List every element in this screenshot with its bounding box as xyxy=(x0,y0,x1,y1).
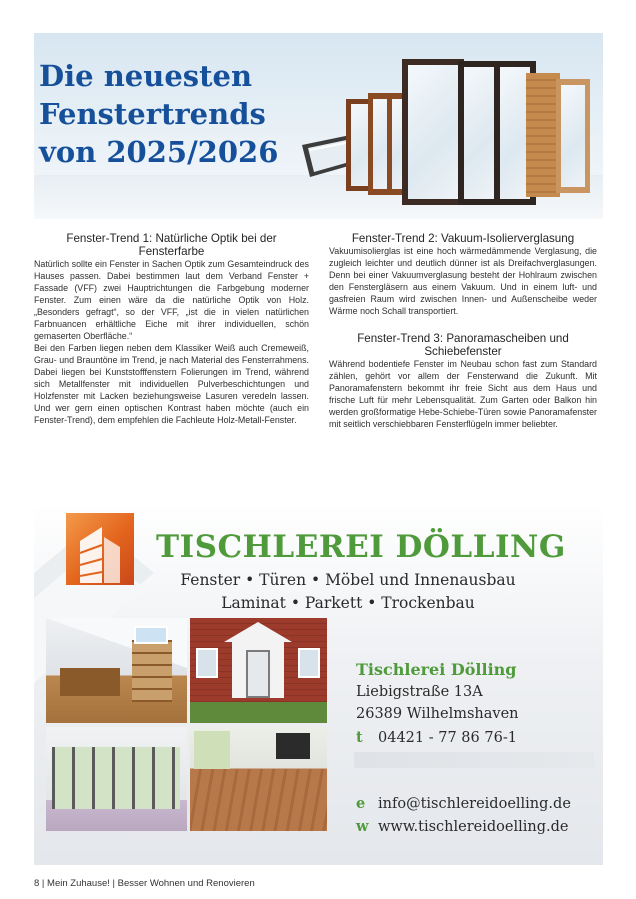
hero-title-line-2: Fenstertrends xyxy=(39,97,266,131)
divider-bar xyxy=(354,752,594,768)
trend-3-paragraph: Während bodentiefe Fenster im Neubau schon fast zum Standard zählen, gehört vor allem der Fensterwand die Zukunft. Mit Panoramafenstern bekommt ihr freie Sicht aus dem Haus und frische Luft für mehr Lebensqualität. Zum Garten oder Balkon hin werden großformatige Hebe-Schiebe-Türen sowie Panoramafenster mit seitlich verschiebbaren Fensterflügeln immer beliebter. xyxy=(329,359,597,429)
phone-prefix: t xyxy=(356,729,363,746)
trend-1-heading: Fenster-Trend 1: Natürliche Optik bei der Fensterfarbe xyxy=(66,232,277,258)
email-prefix: e xyxy=(356,795,366,812)
contact-phone[interactable]: 04421 - 77 86 76-1 xyxy=(378,730,517,746)
attic-room-photo xyxy=(46,618,187,723)
contact-name: Tischlerei Dölling xyxy=(356,660,517,679)
hero-title-line-3: von 2025/2026 xyxy=(39,135,279,169)
trend-1-paragraph-1: Natürlich sollte ein Fenster in Sachen Optik zum Gesamteindruck des Hauses passen. Dabei bestimmen laut dem Verband Fenster + Fassade (VFF) zwei Hauptrichtungen die Farbgebung moderner Fenster. Zum einen wäre da die natürliche Optik von Holz. „Besonders gefragt“, so der VFF, „ist die in vielen natürlichen Farbnuancen erhältliche Eiche mit ihrer individuellen, schön gemaserten Oberfläche.“ xyxy=(34,259,309,341)
window-image-light-wood xyxy=(556,79,590,193)
contact-website-link[interactable]: www.tischlereidoelling.de xyxy=(378,819,569,835)
article-column-left xyxy=(34,232,309,426)
wooden-door-image xyxy=(526,73,560,197)
building-logo-icon xyxy=(66,513,134,585)
hero-banner xyxy=(34,33,603,219)
trend-3-heading: Fenster-Trend 3: Panoramascheiben und Schiebefenster xyxy=(357,332,569,358)
contact-city: 26389 Wilhelmshaven xyxy=(356,706,519,722)
trend-2-heading: Fenster-Trend 2: Vakuum-Isolierverglasung xyxy=(351,232,575,245)
contact-phone-row xyxy=(356,729,517,746)
services-line-1: Fenster • Türen • Möbel und Innenausbau xyxy=(180,571,516,589)
contact-email-link[interactable]: info@tischlereidoelling.de xyxy=(378,796,571,812)
trend-2-paragraph: Vakuumisolierglas ist eine hoch wärmedämmende Verglasung, die zugleich leichter und deutlich dünner ist als Dreifachverglasungen. Denn bei einer Vakuumverglasung besteht der Hohlraum zwischen den Fenstergläsern aus einem Vakuum. Und in einem luft- und gasfreien Raum wird zwischen Innen- und Außenscheibe weder Wärme noch Schall transportiert. xyxy=(329,246,597,316)
parquet-floor-photo xyxy=(190,727,327,831)
brick-house-photo xyxy=(190,618,327,723)
window-image-dark-double xyxy=(458,61,536,205)
services-line-2: Laminat • Parkett • Trockenbau xyxy=(221,594,475,612)
glass-sliding-doors-photo xyxy=(46,727,187,831)
trend-1-paragraph-2: Bei den Farben liegen neben dem Klassiker Weiß auch Cremeweiß, Grau- und Brauntöne im Trend, je nach Material des Fensterrahmens. Dabei liegen bei Kunststofffenstern Folierungen im Trend, während sich Metallfenster mit individuellen Pulverbeschichtungen und Holzfenster mit Lacken beziehungsweise Lasuren veredeln lassen. Und wer gern einen optischen Kontrast haben möchte (auch ein Fenster-Trend), dem empfehlen die Fachleute Holz-Metall-Fenster. xyxy=(34,343,309,425)
company-logo xyxy=(66,513,134,585)
web-prefix: w xyxy=(356,818,369,835)
window-image-dark xyxy=(402,59,464,205)
contact-website-row xyxy=(356,818,568,835)
article-column-right xyxy=(329,232,597,430)
contact-street: Liebigstraße 13A xyxy=(356,684,483,700)
hero-title-line-1: Die neuesten xyxy=(39,59,253,93)
page-footer: 8 | Mein Zuhause! | Besser Wohnen und Renovieren xyxy=(34,878,255,889)
contact-email-row xyxy=(356,795,571,812)
advertisement xyxy=(34,503,603,865)
company-name: TISCHLEREI DÖLLING xyxy=(156,529,566,565)
hero-title xyxy=(39,57,329,171)
